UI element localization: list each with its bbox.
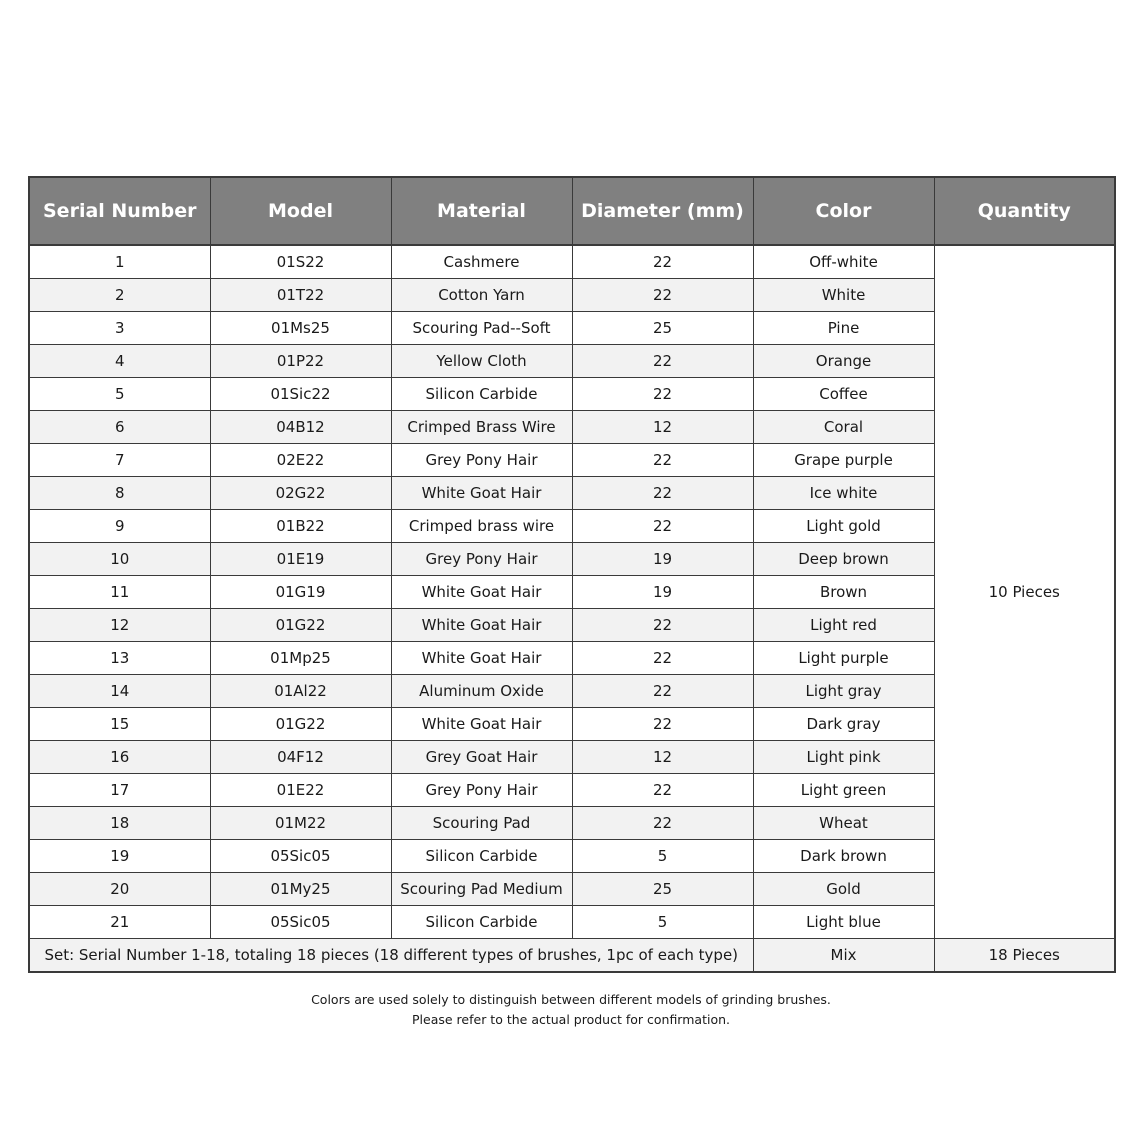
model-cell: 04B12 bbox=[210, 411, 391, 444]
material-cell: Silicon Carbide bbox=[391, 840, 572, 873]
material-cell: White Goat Hair bbox=[391, 642, 572, 675]
material-cell: White Goat Hair bbox=[391, 708, 572, 741]
model-cell: 04F12 bbox=[210, 741, 391, 774]
table-header-row bbox=[29, 177, 1115, 245]
material-cell: Scouring Pad--Soft bbox=[391, 312, 572, 345]
diameter-cell: 19 bbox=[572, 543, 753, 576]
material-cell: Aluminum Oxide bbox=[391, 675, 572, 708]
color-cell: Coral bbox=[753, 411, 934, 444]
material-cell: Silicon Carbide bbox=[391, 906, 572, 939]
color-cell: Light pink bbox=[753, 741, 934, 774]
material-cell: Grey Pony Hair bbox=[391, 444, 572, 477]
color-cell: Light green bbox=[753, 774, 934, 807]
serial-number-cell: 11 bbox=[29, 576, 210, 609]
color-cell: Orange bbox=[753, 345, 934, 378]
material-cell: White Goat Hair bbox=[391, 609, 572, 642]
set-quantity-cell: 18 Pieces bbox=[934, 939, 1115, 973]
serial-number-cell: 1 bbox=[29, 245, 210, 279]
table-body bbox=[29, 245, 1115, 972]
set-description-cell: Set: Serial Number 1-18, totaling 18 pieces (18 different types of brushes, 1pc of each type) bbox=[29, 939, 753, 973]
color-cell: Deep brown bbox=[753, 543, 934, 576]
model-cell: 01Sic22 bbox=[210, 378, 391, 411]
serial-number-cell: 19 bbox=[29, 840, 210, 873]
serial-number-cell: 7 bbox=[29, 444, 210, 477]
serial-number-cell: 8 bbox=[29, 477, 210, 510]
material-cell: Cashmere bbox=[391, 245, 572, 279]
serial-number-cell: 16 bbox=[29, 741, 210, 774]
model-cell: 01Mp25 bbox=[210, 642, 391, 675]
model-cell: 05Sic05 bbox=[210, 840, 391, 873]
serial-number-cell: 5 bbox=[29, 378, 210, 411]
material-cell: White Goat Hair bbox=[391, 576, 572, 609]
diameter-cell: 22 bbox=[572, 642, 753, 675]
color-cell: Pine bbox=[753, 312, 934, 345]
color-cell: Light red bbox=[753, 609, 934, 642]
diameter-cell: 22 bbox=[572, 279, 753, 312]
model-cell: 02E22 bbox=[210, 444, 391, 477]
material-cell: Silicon Carbide bbox=[391, 378, 572, 411]
material-cell: Cotton Yarn bbox=[391, 279, 572, 312]
material-cell: White Goat Hair bbox=[391, 477, 572, 510]
disclaimer-line-1: Colors are used solely to distinguish between different models of grinding brushes. bbox=[311, 992, 831, 1007]
serial-number-cell: 3 bbox=[29, 312, 210, 345]
model-cell: 01G19 bbox=[210, 576, 391, 609]
serial-number-cell: 4 bbox=[29, 345, 210, 378]
model-cell: 02G22 bbox=[210, 477, 391, 510]
diameter-cell: 5 bbox=[572, 906, 753, 939]
model-cell: 01E19 bbox=[210, 543, 391, 576]
material-cell: Scouring Pad Medium bbox=[391, 873, 572, 906]
set-summary-row bbox=[29, 939, 1115, 973]
header-model: Model bbox=[210, 177, 391, 245]
material-cell: Crimped brass wire bbox=[391, 510, 572, 543]
header-quantity: Quantity bbox=[934, 177, 1115, 245]
model-cell: 01Al22 bbox=[210, 675, 391, 708]
model-cell: 05Sic05 bbox=[210, 906, 391, 939]
model-cell: 01G22 bbox=[210, 708, 391, 741]
color-cell: Dark brown bbox=[753, 840, 934, 873]
serial-number-cell: 20 bbox=[29, 873, 210, 906]
color-cell: Grape purple bbox=[753, 444, 934, 477]
diameter-cell: 25 bbox=[572, 873, 753, 906]
disclaimer-line-2: Please refer to the actual product for confirmation. bbox=[412, 1012, 730, 1027]
header-serial-number: Serial Number bbox=[29, 177, 210, 245]
model-cell: 01E22 bbox=[210, 774, 391, 807]
brush-spec-table bbox=[28, 176, 1116, 973]
color-cell: Wheat bbox=[753, 807, 934, 840]
material-cell: Grey Goat Hair bbox=[391, 741, 572, 774]
diameter-cell: 22 bbox=[572, 774, 753, 807]
serial-number-cell: 14 bbox=[29, 675, 210, 708]
color-cell: Gold bbox=[753, 873, 934, 906]
diameter-cell: 22 bbox=[572, 510, 753, 543]
diameter-cell: 22 bbox=[572, 675, 753, 708]
color-cell: Light gray bbox=[753, 675, 934, 708]
color-cell: Brown bbox=[753, 576, 934, 609]
header-diameter: Diameter (mm) bbox=[572, 177, 753, 245]
header-material: Material bbox=[391, 177, 572, 245]
serial-number-cell: 10 bbox=[29, 543, 210, 576]
color-cell: Light gold bbox=[753, 510, 934, 543]
color-cell: White bbox=[753, 279, 934, 312]
diameter-cell: 22 bbox=[572, 807, 753, 840]
diameter-cell: 22 bbox=[572, 708, 753, 741]
serial-number-cell: 2 bbox=[29, 279, 210, 312]
diameter-cell: 22 bbox=[572, 378, 753, 411]
model-cell: 01P22 bbox=[210, 345, 391, 378]
diameter-cell: 25 bbox=[572, 312, 753, 345]
diameter-cell: 22 bbox=[572, 477, 753, 510]
diameter-cell: 22 bbox=[572, 345, 753, 378]
color-cell: Coffee bbox=[753, 378, 934, 411]
header-color: Color bbox=[753, 177, 934, 245]
serial-number-cell: 12 bbox=[29, 609, 210, 642]
model-cell: 01My25 bbox=[210, 873, 391, 906]
serial-number-cell: 21 bbox=[29, 906, 210, 939]
disclaimer-note bbox=[0, 990, 1142, 1030]
serial-number-cell: 6 bbox=[29, 411, 210, 444]
model-cell: 01G22 bbox=[210, 609, 391, 642]
material-cell: Crimped Brass Wire bbox=[391, 411, 572, 444]
color-cell: Light blue bbox=[753, 906, 934, 939]
material-cell: Grey Pony Hair bbox=[391, 543, 572, 576]
quantity-merged-cell: 10 Pieces bbox=[934, 245, 1115, 939]
model-cell: 01Ms25 bbox=[210, 312, 391, 345]
diameter-cell: 12 bbox=[572, 411, 753, 444]
serial-number-cell: 17 bbox=[29, 774, 210, 807]
diameter-cell: 12 bbox=[572, 741, 753, 774]
model-cell: 01B22 bbox=[210, 510, 391, 543]
table-row bbox=[29, 245, 1115, 279]
serial-number-cell: 15 bbox=[29, 708, 210, 741]
serial-number-cell: 18 bbox=[29, 807, 210, 840]
set-color-cell: Mix bbox=[753, 939, 934, 973]
diameter-cell: 22 bbox=[572, 444, 753, 477]
model-cell: 01T22 bbox=[210, 279, 391, 312]
material-cell: Yellow Cloth bbox=[391, 345, 572, 378]
color-cell: Light purple bbox=[753, 642, 934, 675]
serial-number-cell: 9 bbox=[29, 510, 210, 543]
serial-number-cell: 13 bbox=[29, 642, 210, 675]
diameter-cell: 22 bbox=[572, 245, 753, 279]
color-cell: Dark gray bbox=[753, 708, 934, 741]
color-cell: Off-white bbox=[753, 245, 934, 279]
diameter-cell: 5 bbox=[572, 840, 753, 873]
brush-spec-table-container bbox=[28, 176, 1115, 973]
model-cell: 01M22 bbox=[210, 807, 391, 840]
material-cell: Scouring Pad bbox=[391, 807, 572, 840]
material-cell: Grey Pony Hair bbox=[391, 774, 572, 807]
diameter-cell: 19 bbox=[572, 576, 753, 609]
color-cell: Ice white bbox=[753, 477, 934, 510]
model-cell: 01S22 bbox=[210, 245, 391, 279]
diameter-cell: 22 bbox=[572, 609, 753, 642]
